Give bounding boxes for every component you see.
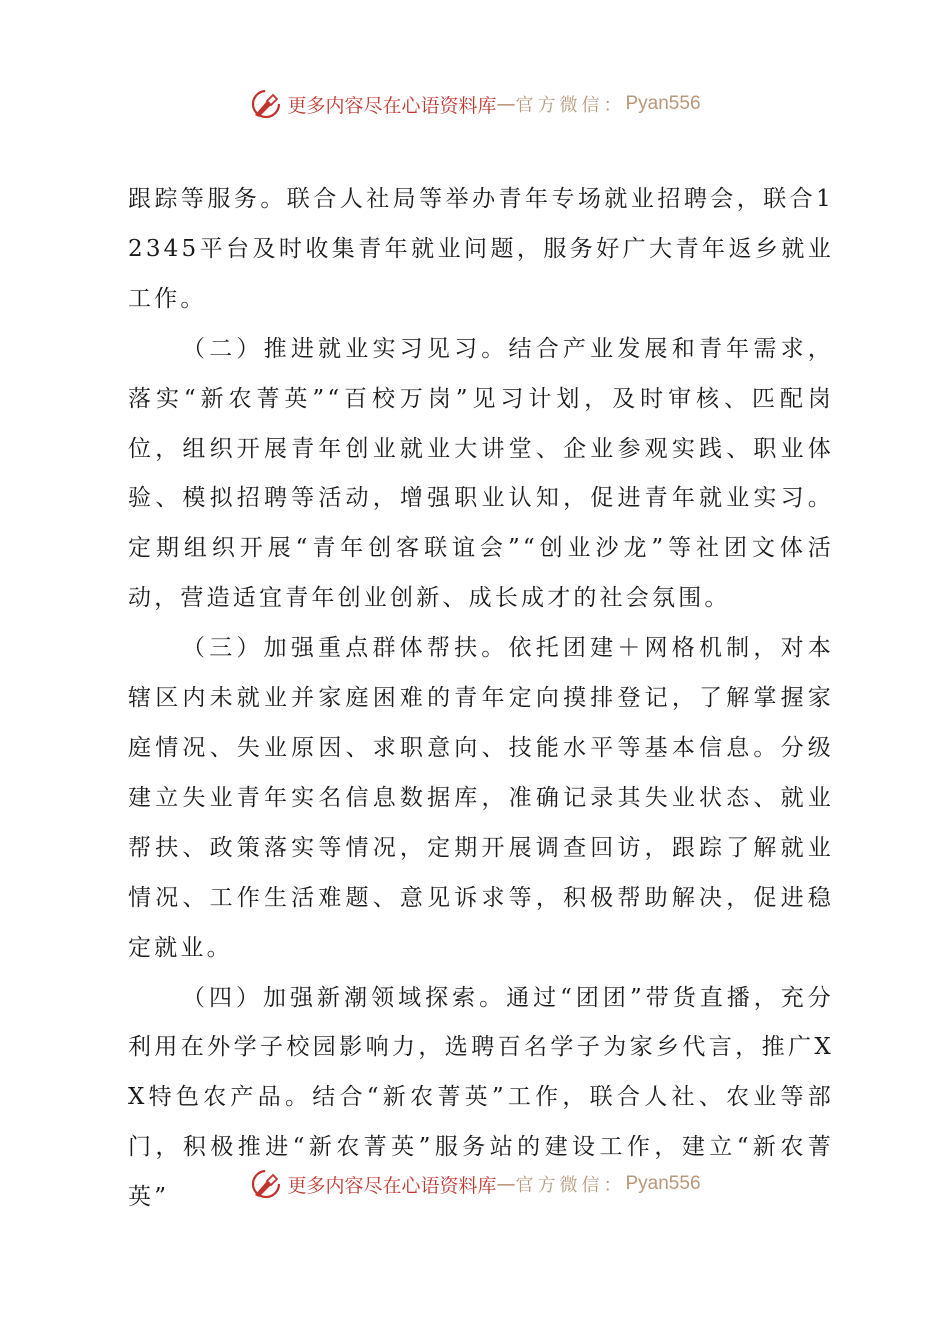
banner-main-text: 更多内容尽在心语资料库 xyxy=(287,1174,497,1197)
paragraph-key-groups: （三）加强重点群体帮扶。依托团建＋网格机制，对本辖区内未就业并家庭困难的青年定向摸排登记，了解掌握家庭情况、失业原因、求职意向、技能水平等基本信息。分级建立失业青年实名信息数据库，准确记录其失业状态、就业帮扶、政策落实等情况，定期开展调查回访，跟踪了解就业情况、工作生活难题、意见诉求等，积极帮助解决，促进稳定就业。 xyxy=(128,635,834,961)
banner-wechat-id: Pyan556 xyxy=(625,93,701,114)
document-body xyxy=(128,175,834,1223)
banner-wechat-label: 官方微信： xyxy=(515,1175,626,1196)
paragraph-new-fields: （四）加强新潮领域探索。通过“团团”带货直播，充分利用在外学子校园影响力，选聘百名学子为家乡代言，推广XX特色农产品。结合“新农菁英”工作，联合人社、农业等部门，积极推进“新农菁英”服务站的建设工作，建立“新农菁英” xyxy=(128,984,834,1211)
footer-banner xyxy=(0,1164,950,1204)
banner-main-text: 更多内容尽在心语资料库 xyxy=(287,94,497,117)
banner-separator: — xyxy=(496,93,516,115)
banner-wechat-label: 官方微信： xyxy=(515,95,626,116)
paragraph-continuation: 跟踪等服务。联合人社局等举办青年专场就业招聘会，联合12345平台及时收集青年就业问题，服务好广大青年返乡就业工作。 xyxy=(128,186,834,312)
pen-logo-icon xyxy=(249,87,283,121)
banner-separator: — xyxy=(496,1173,516,1195)
header-banner xyxy=(0,84,950,124)
banner-wechat-id: Pyan556 xyxy=(625,1173,701,1194)
pen-logo-icon xyxy=(249,1167,283,1201)
paragraph-internship: （二）推进就业实习见习。结合产业发展和青年需求，落实“新农菁英”“百校万岗”见习计划，及时审核、匹配岗位，组织开展青年创业就业大讲堂、企业参观实践、职业体验、模拟招聘等活动，增强职业认知，促进青年就业实习。定期组织开展“青年创客联谊会”“创业沙龙”等社团文体活动，营造适宜青年创业创新、成长成才的社会氛围。 xyxy=(128,335,834,612)
